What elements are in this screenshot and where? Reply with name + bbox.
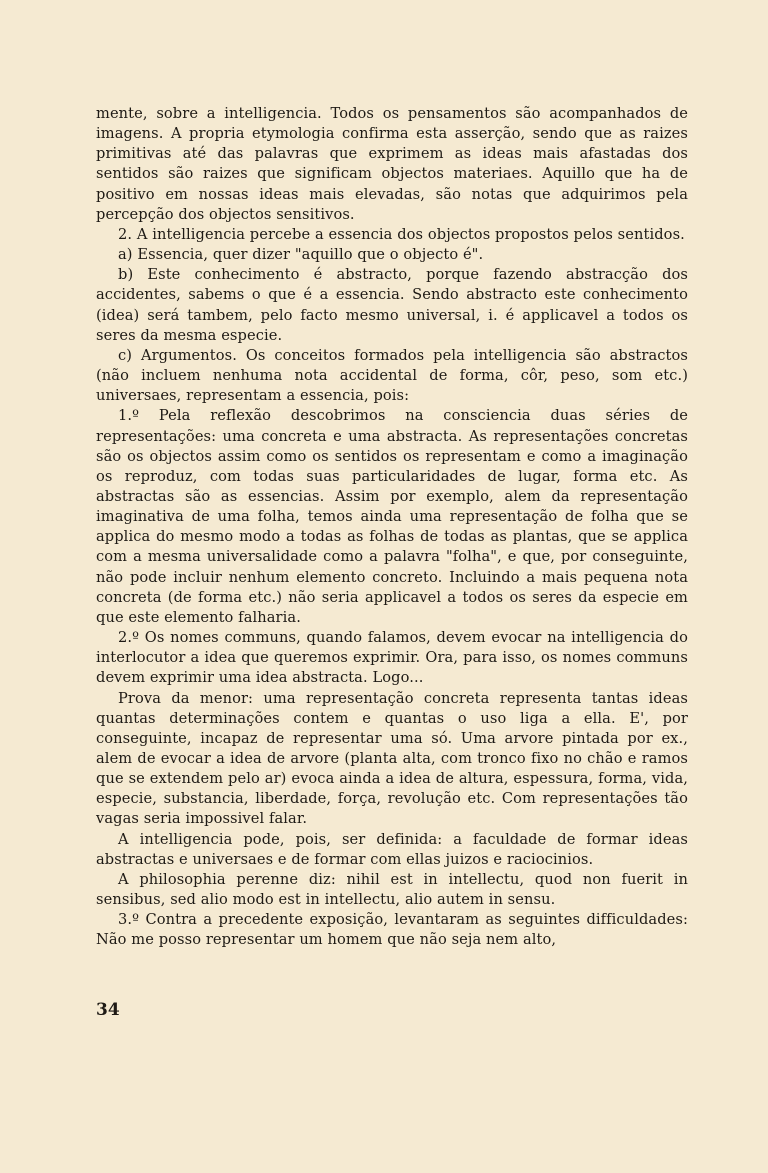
- paragraph-section-2: 2. A intelligencia percebe a essencia dos objectos propostos pelos sentidos.: [118, 225, 685, 243]
- paragraph-argument-2: 2.º Os nomes communs, quando falamos, devem evocar na intelligencia do interlocutor a idea que queremos exprimir. Ora, para isso, os nomes communs devem exprimir uma idea abstracta. Logo...: [96, 629, 688, 687]
- paragraph-continuation: mente, sobre a intelligencia. Todos os pensamentos são acompanhados de imagens. A propria etymologia confirma esta asserção, sendo que as raizes primitivas até das palavras que exprimem as ideas mais afastadas dos sentidos são raizes que significam objectos materiaes. Aquillo que ha de positivo em nossas ideas mais elevadas, são notas que adquirimos pela percepção dos objectos sensitivos.: [96, 105, 688, 223]
- page-number: 34: [96, 1000, 120, 1020]
- paragraph-definition: A intelligencia pode, pois, ser definida: a faculdade de formar ideas abstractas e universaes e de formar com ellas juizos e raciocinios.: [96, 830, 688, 868]
- paragraph-item-b: b) Este conhecimento é abstracto, porque fazendo abstracção dos accidentes, sabems o que é a essencia. Sendo abstracto este conhecimento (idea) será tambem, pelo facto mesmo universal, i. é applicavel a todos os seres da mesma especie.: [96, 266, 688, 344]
- paragraph-item-a: a) Essencia, quer dizer "aquillo que o objecto é".: [118, 246, 484, 264]
- paragraph-argument-1: 1.º Pela reflexão descobrimos na consciencia duas séries de representações: uma concreta e uma abstracta. As representações concretas são os objectos assim como os sentidos os representam e como a imaginação os reproduz, com todas suas particularidades de lugar, forma etc. As abstractas são as essencias. Assim por exemplo, alem da representação imaginativa de uma folha, temos ainda uma representação de folha que se applica do mesmo modo a todas as folhas de todas as plantas, que se applica com a mesma universalidade como a palavra "folha", e que, por conseguinte, não pode incluir nenhum elemento concreto. Incluindo a mais pequena nota concreta (de forma etc.) não seria applicavel a todos os seres da especie em que este elemento falharia.: [96, 407, 688, 626]
- paragraph-philosophia: A philosophia perenne diz: nihil est in intellectu, quod non fuerit in sensibus, sed alio modo est in intellectu, alio autem in sensu.: [96, 870, 688, 909]
- page-body: [96, 104, 688, 951]
- paragraph-item-c: c) Argumentos. Os conceitos formados pela intelligencia são abstractos (não incluem nenhuma nota accidental de forma, côr, peso, som etc.) universaes, representam a essencia, pois:: [96, 346, 688, 405]
- paragraph-argument-3: 3.º Contra a precedente exposição, levantaram as seguintes difficuldades: Não me posso representar um homem que não seja nem alto,: [96, 911, 688, 949]
- paragraph-proof-minor: Prova da menor: uma representação concreta representa tantas ideas quantas determinações contem e quantas o uso liga a ella. E', por conseguinte, incapaz de representar uma só. Uma arvore pintada por ex., alem de evocar a idea de arvore (planta alta, com tronco fixo no chão e ramos que se extendem pelo ar) evoca ainda a idea de altura, espessura, forma, vida, especie, substancia, liberdade, força, revolução etc. Com representações tão vagas seria impossivel falar.: [96, 689, 688, 828]
